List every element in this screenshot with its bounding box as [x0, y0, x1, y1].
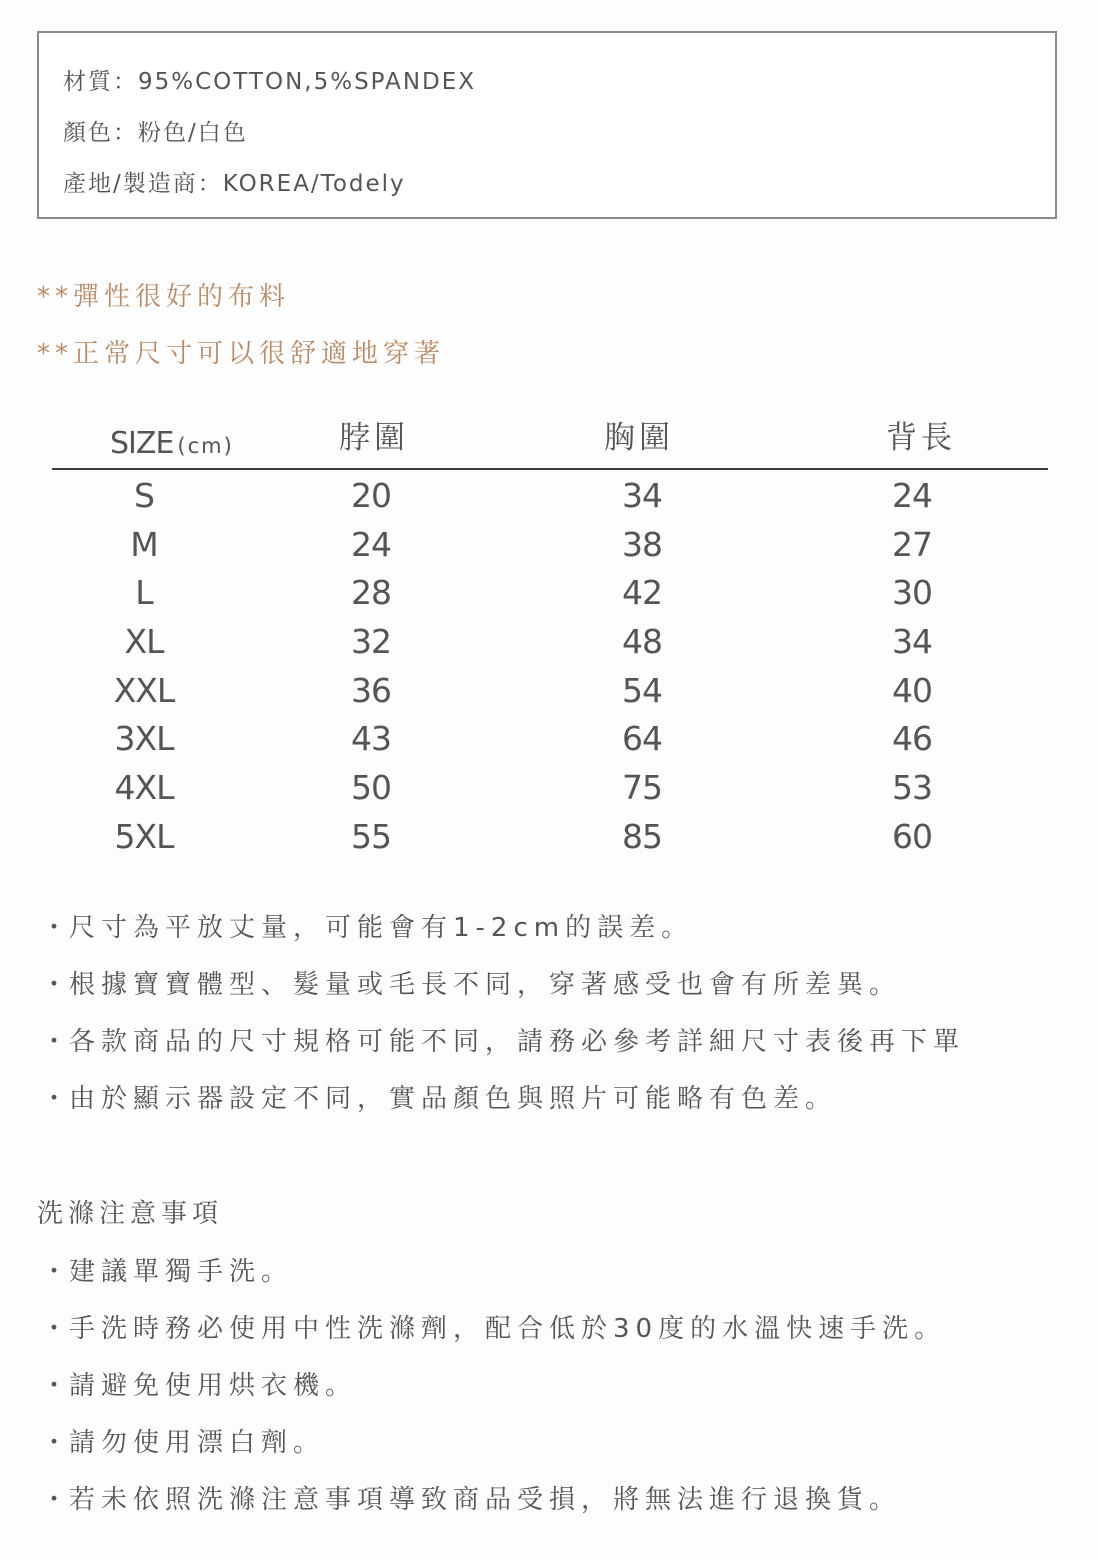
chest-column-header: 胸圍: [604, 420, 674, 456]
bullet-dot: ・: [41, 1084, 74, 1114]
neck-cell: 36: [351, 671, 391, 710]
back-length-column-header: 背長: [886, 420, 956, 456]
chest-cell: 42: [622, 573, 662, 612]
back-length-cell: 24: [892, 476, 932, 515]
chest-cell: 54: [622, 671, 662, 710]
table-row: [0, 768, 1100, 817]
neck-cell: 50: [351, 768, 391, 807]
highlight-comfort: **正常尺寸可以很舒適地穿著: [37, 339, 446, 369]
chest-cell: 38: [622, 525, 662, 564]
bullet-dot: ・: [41, 1027, 74, 1057]
header-divider: [52, 468, 1048, 470]
neck-cell: 28: [351, 573, 391, 612]
washing-title: 洗滌注意事項: [37, 1199, 224, 1229]
back-length-cell: 30: [892, 573, 932, 612]
size-cell: XL: [124, 622, 164, 661]
chest-cell: 75: [622, 768, 662, 807]
bullet-dot: ・: [41, 1485, 74, 1515]
neck-cell: 20: [351, 476, 391, 515]
origin-text: 產地/製造商：KOREA/Todely: [63, 171, 406, 197]
list-item: [41, 1021, 965, 1058]
size-cell: L: [135, 573, 153, 612]
table-row: [0, 573, 1100, 622]
table-row: [0, 817, 1100, 866]
table-row: [0, 719, 1100, 768]
washing-text: 請勿使用漂白劑。: [69, 1428, 326, 1458]
size-cell: S: [134, 476, 154, 515]
size-table: [0, 390, 1100, 870]
note-text: 各款商品的尺寸規格可能不同，請務必參考詳細尺寸表後再下單: [69, 1027, 966, 1057]
list-item: [41, 1078, 837, 1115]
table-row: [0, 622, 1100, 671]
neck-cell: 43: [351, 719, 391, 758]
product-info-box: [37, 31, 1057, 219]
washing-text: 建議單獨手洗。: [69, 1257, 294, 1287]
chest-cell: 48: [622, 622, 662, 661]
table-row: [0, 476, 1100, 525]
table-row: [0, 671, 1100, 720]
neck-cell: 55: [351, 817, 391, 856]
list-item: [41, 1479, 901, 1516]
list-item: [41, 1251, 293, 1288]
bullet-dot: ・: [41, 1428, 74, 1458]
back-length-cell: 53: [892, 768, 932, 807]
highlight-stretch: **彈性很好的布料: [37, 282, 291, 312]
neck-cell: 32: [351, 622, 391, 661]
material-text: 材質：95%COTTON,5%SPANDEX: [63, 69, 477, 95]
washing-text: 若未依照洗滌注意事項導致商品受損，將無法進行退換貨。: [69, 1485, 902, 1515]
size-cell: 4XL: [114, 768, 174, 807]
size-column-header: [110, 426, 234, 461]
note-text: 由於顯示器設定不同，實品顏色與照片可能略有色差。: [69, 1084, 838, 1114]
list-item: [41, 1308, 946, 1345]
back-length-cell: 34: [892, 622, 932, 661]
back-length-cell: 40: [892, 671, 932, 710]
bullet-dot: ・: [41, 913, 74, 943]
bullet-dot: ・: [41, 1257, 74, 1287]
neck-cell: 24: [351, 525, 391, 564]
size-label: SIZE: [110, 426, 174, 461]
back-length-cell: 27: [892, 525, 932, 564]
bullet-dot: ・: [41, 970, 74, 1000]
color-text: 顏色：粉色/白色: [63, 120, 248, 146]
size-cell: M: [130, 525, 158, 564]
note-text: 根據寶寶體型、髮量或毛長不同，穿著感受也會有所差異。: [69, 970, 902, 1000]
back-length-cell: 60: [892, 817, 932, 856]
chest-cell: 85: [622, 817, 662, 856]
washing-text: 請避免使用烘衣機。: [69, 1371, 358, 1401]
list-item: [41, 1365, 357, 1402]
bullet-dot: ・: [41, 1314, 74, 1344]
size-cell: XXL: [113, 671, 175, 710]
table-row: [0, 525, 1100, 574]
list-item: [41, 964, 901, 1001]
list-item: [41, 907, 693, 944]
chest-cell: 64: [622, 719, 662, 758]
list-item: [41, 1422, 325, 1459]
back-length-cell: 46: [892, 719, 932, 758]
bullet-dot: ・: [41, 1371, 74, 1401]
size-cell: 3XL: [114, 719, 174, 758]
neck-column-header: 脖圍: [339, 420, 409, 456]
note-text: 尺寸為平放丈量，可能會有1-2cm的誤差。: [69, 913, 694, 943]
unit-label: (cm): [177, 434, 234, 458]
size-cell: 5XL: [114, 817, 174, 856]
washing-text: 手洗時務必使用中性洗滌劑，配合低於30度的水溫快速手洗。: [69, 1314, 947, 1344]
chest-cell: 34: [622, 476, 662, 515]
